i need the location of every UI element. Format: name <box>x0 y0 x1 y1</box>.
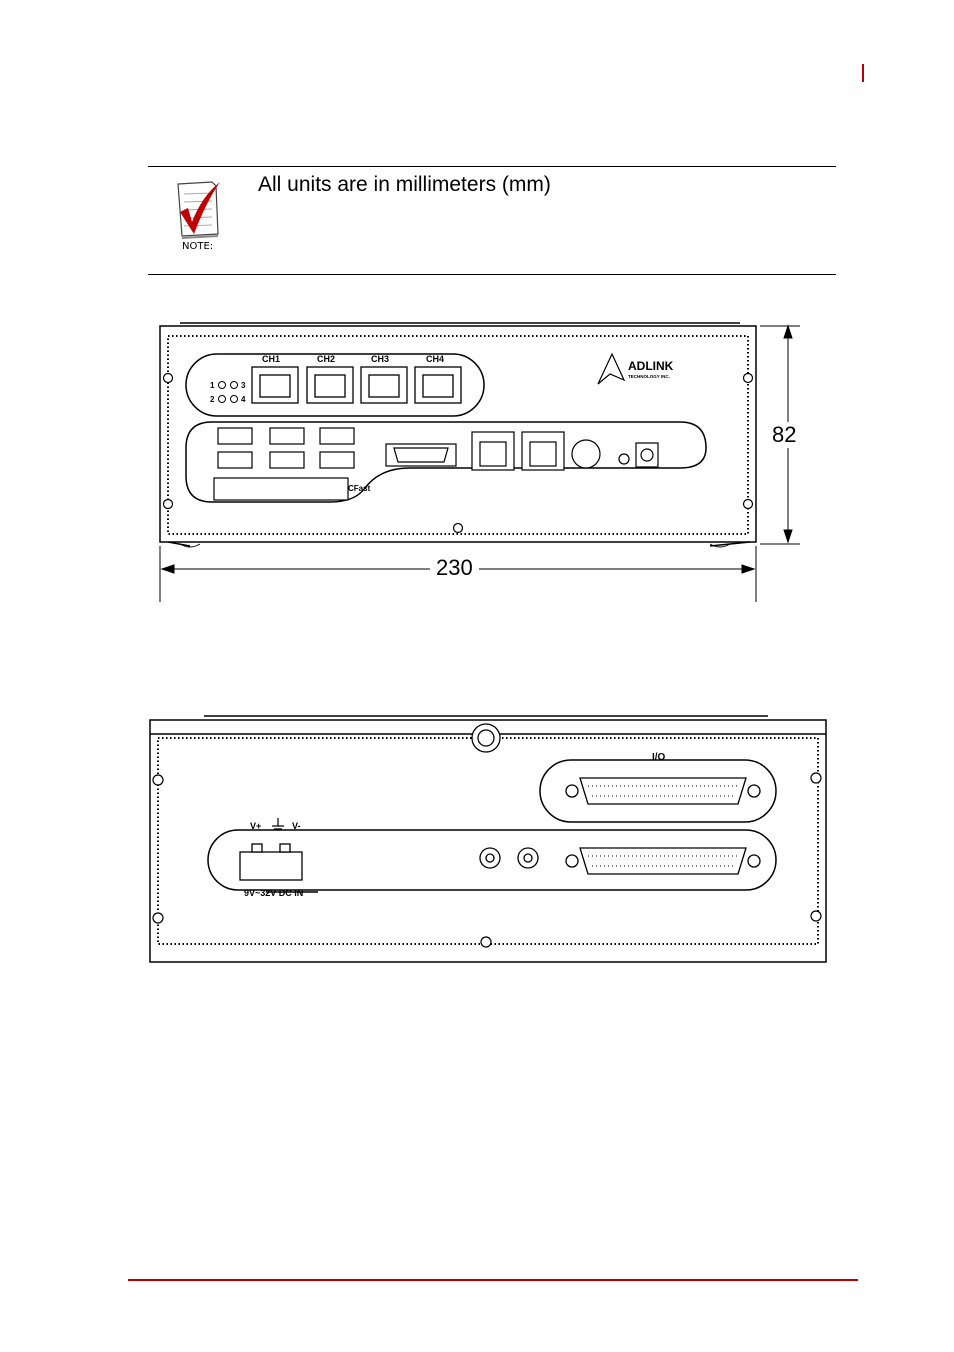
dc-in-label: 9V~32V DC IN <box>244 888 304 898</box>
note-text: All units are in millimeters (mm) <box>258 173 551 196</box>
svg-text:ADLINK: ADLINK <box>628 359 674 373</box>
note-checkmark-icon <box>172 178 226 240</box>
note-label: NOTE: <box>182 241 214 252</box>
height-dimension: 82 <box>772 422 797 447</box>
v-minus-label: V- <box>292 821 301 831</box>
led-4-label: 4 <box>241 395 246 404</box>
footer-rule <box>128 1279 858 1281</box>
adlink-logo <box>598 354 674 384</box>
width-dimension: 230 <box>430 555 479 581</box>
lan-ch3-label: CH3 <box>370 354 390 364</box>
rear-view-drawing <box>148 712 830 968</box>
lan-ch4-label: CH4 <box>425 354 445 364</box>
led-2-label: 2 <box>210 395 215 404</box>
cfast-label: CFast <box>348 484 371 493</box>
lan-ch2-label: CH2 <box>316 354 336 364</box>
header-marker <box>862 64 864 82</box>
led-3-label: 3 <box>241 381 246 390</box>
note-top-rule <box>148 166 836 167</box>
ground-icon <box>272 818 284 829</box>
lan-ch1-label: CH1 <box>261 354 281 364</box>
io-label: I/O <box>652 752 666 763</box>
led-1-label: 1 <box>210 381 215 390</box>
note-bottom-rule <box>148 274 836 275</box>
v-plus-label: V+ <box>250 821 262 831</box>
svg-text:TECHNOLOGY INC.: TECHNOLOGY INC. <box>628 374 670 379</box>
